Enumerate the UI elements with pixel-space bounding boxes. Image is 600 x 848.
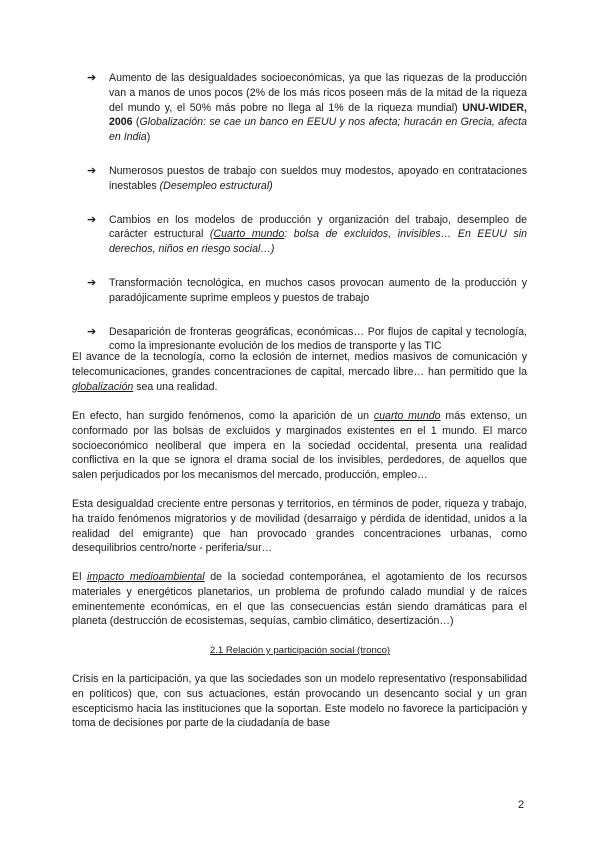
paragraph-technology [72,350,527,394]
citation: UNU-WIDER, 2006 [109,101,527,129]
paragraph-fourth-world [72,409,527,483]
bullet-note: ( [209,228,214,241]
bullet-item-production-models [87,213,527,257]
paragraph-inequality: Esta desigualdad creciente entre personas y territorios, en términos de poder, riqueza y trabajo, ha traído fenómenos migratorios y de movilidad (desarraigo y pérdida de identidad, unidos a la realidad del emigrante) que han provocado grandes concentraciones urbanas, como desequilibrios centro/norte - periferia/sur… [72,498,527,555]
bullet-text: Cambios en los modelos de producción y organización del trabajo, desempleo de carácter estructural [109,213,527,241]
paragraph-environment [72,570,527,629]
bullet-text: ( [132,116,140,129]
arrow-right-icon: ➔ [87,325,97,338]
bullet-item-technology [87,276,527,306]
bullet-text: ) [146,131,151,144]
bullet-text: Aumento de las desigualdades socioeconómicas, ya que las riquezas de la producción van a manos de unos pocos (2% de los más ricos poseen más de la mitad de la riqueza del mundo y, el 50% más pobre no llega al 1% de la riqueza mundial) [109,72,527,114]
page-number: 2 [518,799,525,811]
arrow-right-icon: ➔ [87,72,97,84]
underlined-term: cuarto mundo [373,410,441,422]
bullet-note: (Desempleo estructural) [159,179,273,192]
arrow-right-icon: ➔ [87,213,97,226]
underlined-term: impacto medioambiental [87,571,205,583]
underlined-term: Cuarto mundo [213,228,285,241]
paragraph-text: sea una realidad. [133,380,218,393]
bullet-item-jobs [87,164,527,194]
bullet-note: : bolsa de excluidos, invisibles… En EEUU sin derechos, niños en riesgo social…) [109,228,527,256]
paragraph-text: El avance de la tecnología, como la eclosión de internet, medios masivos de comunicación y telecomunicaciones, grandes concentraciones de capital, mercado libre… han permitido que la [72,351,527,378]
bullet-text: Numerosos puestos de trabajo con sueldos muy modestos, apoyado en contrataciones inestables [109,164,527,192]
bullet-text: Desaparición de fronteras geográficas, económicas… Por flujos de capital y tecnología, como la impresionante evolución de los medios de transporte y las TIC [109,325,527,353]
section-heading: 2.1 Relación y participación social (tronco) [209,645,391,656]
bullet-list [87,71,527,373]
arrow-right-icon: ➔ [87,164,97,177]
paragraph-text: En efecto, han surgido fenómenos, como la aparición de un [72,410,374,422]
paragraph-text: más extenso, un conformado por las bolsas de excluidos y marginados existentes en el 1 mundo. El marco socioeconómico neoliberal que impera en la sociedad occidental, presenta una realidad conflictiva en la que se ignora el drama social de los invisibles, perdedores, de aquellos que salen perjudicados por los mecanismos del mercado, producción, empleo… [72,410,527,482]
paragraph-text: de la sociedad contemporánea, el agotamiento de los recursos materiales y energéticos planetarios, un problema de profundo calado mundial y de raíces eminentemente económicas, en el que las consecuencias están siendo dramáticas para el planeta (destrucción de ecosistemas, sequías, cambio climático, desertización…) [72,571,527,628]
bullet-item-inequality [87,71,527,145]
paragraph-participation: Crisis en la participación, ya que las sociedades son un modelo representativo (responsabilidad en políticos) que, con sus actuaciones, están provocando un desencanto social y un gran escepticismo hacia las instituciones que la soportan. Este modelo no favorece la participación y toma de decisiones por parte de la ciudadanía de base [72,673,527,730]
bullet-note: Globalización: se cae un banco en EEUU y nos afecta; huracán en Grecia, afecta en India [109,116,527,144]
arrow-right-icon: ➔ [87,276,97,289]
paragraph-text: El [72,571,88,583]
bullet-text: Transformación tecnológica, en muchos casos provocan aumento de la producción y paradójicamente suprime empleos y puestos de trabajo [109,276,527,304]
underlined-term: globalización [72,380,134,393]
